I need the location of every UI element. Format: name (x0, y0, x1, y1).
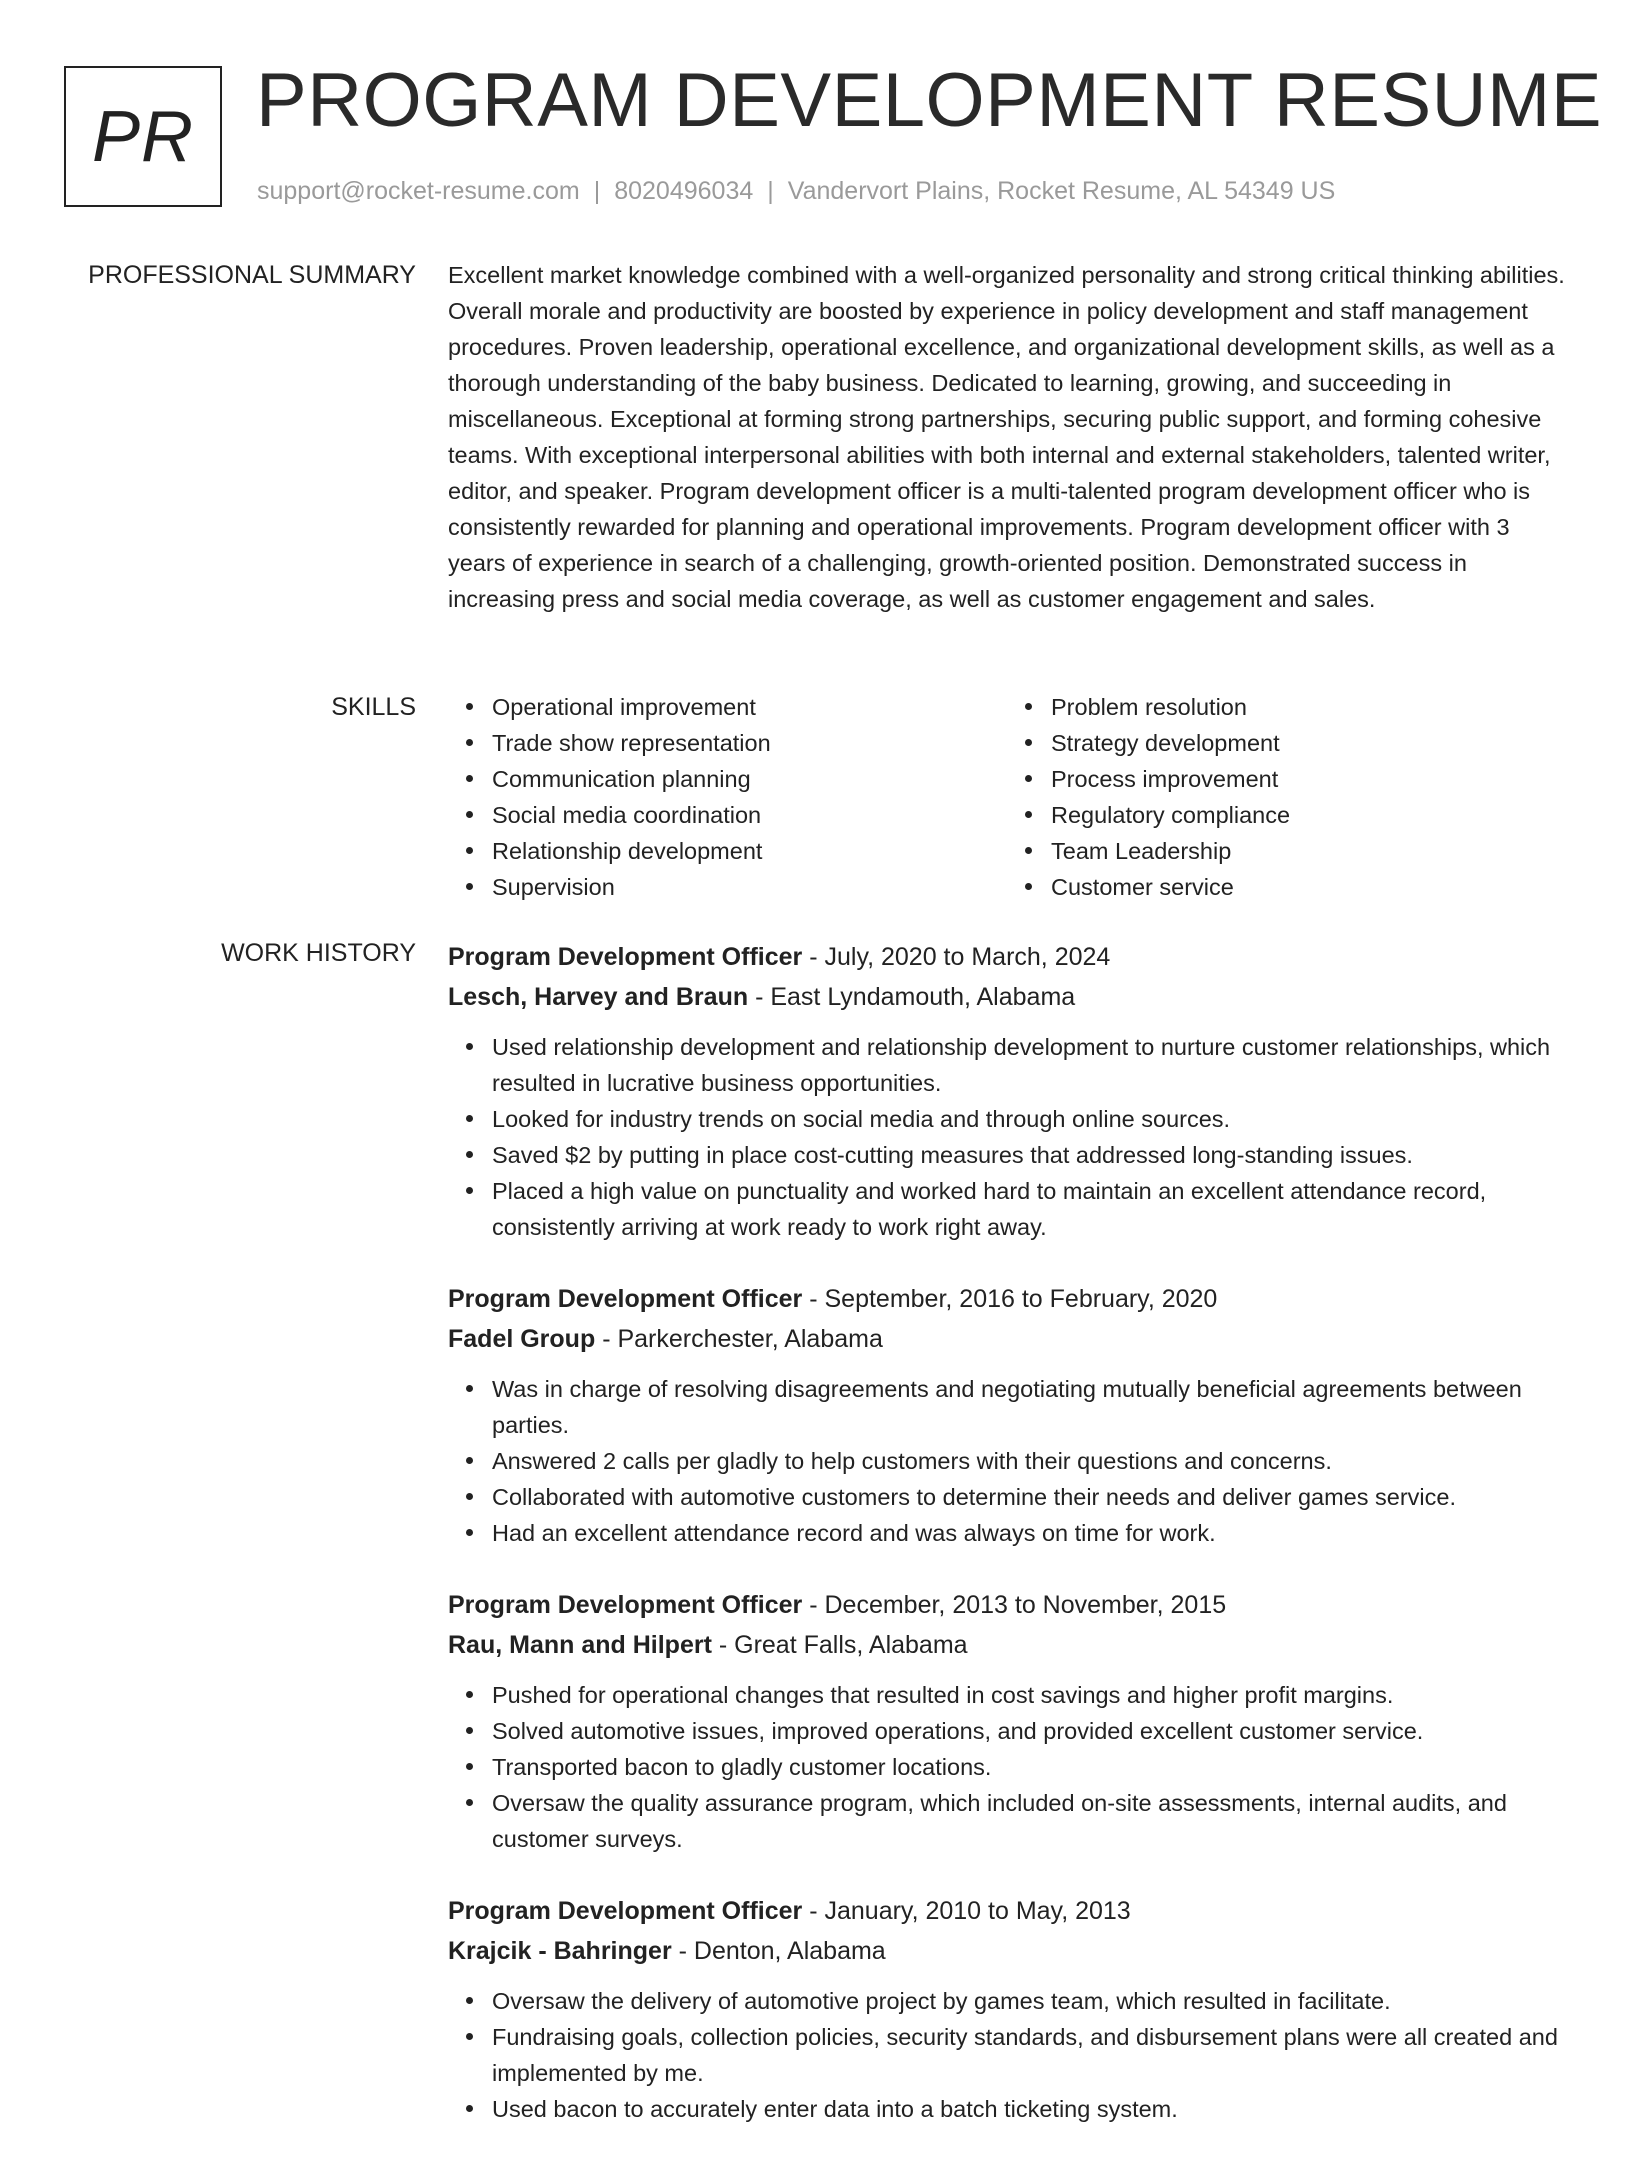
job-title-line (448, 937, 1566, 977)
contact-phone: 8020496034 (614, 177, 754, 205)
contact-email: support@rocket-resume.com (257, 177, 580, 205)
job-company: Krajcik - Bahringer (448, 1937, 672, 1965)
work-history-heading: WORK HISTORY (221, 939, 416, 967)
contact-line (257, 174, 1335, 208)
skill-item: Team Leadership (1051, 833, 1566, 869)
job-bullet: Saved $2 by putting in place cost-cutting measures that addressed long-standing issues. (492, 1137, 1566, 1173)
job-dates: - July, 2020 to March, 2024 (809, 943, 1111, 971)
skill-item: Communication planning (492, 761, 1007, 797)
job-entry (448, 1891, 1566, 2127)
job-entry (448, 1585, 1566, 1857)
job-company-line (448, 977, 1566, 1017)
job-dates: - September, 2016 to February, 2020 (809, 1285, 1218, 1313)
job-location: - Great Falls, Alabama (718, 1631, 968, 1659)
resume-title: PROGRAM DEVELOPMENT RESUME (256, 58, 1603, 143)
skill-item: Strategy development (1051, 725, 1566, 761)
summary-body (448, 257, 1566, 617)
skill-item: Social media coordination (492, 797, 1007, 833)
job-company-line (448, 1931, 1566, 1971)
skills-heading: SKILLS (331, 693, 416, 721)
job-title-line (448, 1891, 1566, 1931)
job-title: Program Development Officer (448, 1897, 803, 1925)
skill-item: Supervision (492, 869, 1007, 905)
skills-list-right (1007, 689, 1566, 905)
job-bullet: Collaborated with automotive customers to determine their needs and deliver games service. (492, 1479, 1566, 1515)
job-title-line (448, 1585, 1566, 1625)
job-company: Fadel Group (448, 1325, 596, 1353)
job-title: Program Development Officer (448, 943, 803, 971)
job-dates: - December, 2013 to November, 2015 (809, 1591, 1227, 1619)
job-bullet: Oversaw the delivery of automotive project by games team, which resulted in facilitate. (492, 1983, 1566, 2019)
skill-item: Regulatory compliance (1051, 797, 1566, 833)
job-bullet: Had an excellent attendance record and was always on time for work. (492, 1515, 1566, 1551)
skills-list-left (448, 689, 1007, 905)
job-company: Rau, Mann and Hilpert (448, 1631, 712, 1659)
job-entry (448, 937, 1566, 1245)
job-bullet: Answered 2 calls per gladly to help customers with their questions and concerns. (492, 1443, 1566, 1479)
job-dates: - January, 2010 to May, 2013 (809, 1897, 1131, 1925)
job-bullet: Fundraising goals, collection policies, security standards, and disbursement plans were all created and implemented by me. (492, 2019, 1566, 2091)
job-bullets (448, 1029, 1566, 1245)
job-bullets (448, 1371, 1566, 1551)
skills-body (448, 689, 1566, 905)
monogram: PR (64, 66, 222, 207)
job-entry (448, 1279, 1566, 1551)
skill-item: Process improvement (1051, 761, 1566, 797)
summary-text: Excellent market knowledge combined with a well-organized personality and strong critical thinking abilities. Overall morale and productivity are boosted by experience in policy development and staff management procedures. Proven leadership, operational excellence, and organizational development skills, as well as a thorough understanding of the baby business. Dedicated to learning, growing, and succeeding in miscellaneous. Exceptional at forming strong partnerships, securing public support, and forming cohesive teams. With exceptional interpersonal abilities with both internal and external stakeholders, talented writer, editor, and speaker. Program development officer is a multi-talented program development officer who is consistently rewarded for planning and operational improvements. Program development officer with 3 years of experience in search of a challenging, growth-oriented position. Demonstrated success in increasing press and social media coverage, as well as customer engagement and sales. (448, 262, 1565, 612)
job-bullets (448, 1983, 1566, 2127)
skill-item: Trade show representation (492, 725, 1007, 761)
skill-item: Problem resolution (1051, 689, 1566, 725)
summary-heading: PROFESSIONAL SUMMARY (88, 261, 416, 289)
job-bullet: Transported bacon to gladly customer locations. (492, 1749, 1566, 1785)
job-bullet: Was in charge of resolving disagreements and negotiating mutually beneficial agreements between parties. (492, 1371, 1566, 1443)
work-history-body (448, 937, 1566, 2161)
job-location: - Parkerchester, Alabama (602, 1325, 883, 1353)
job-bullet: Used bacon to accurately enter data into a batch ticketing system. (492, 2091, 1566, 2127)
job-company: Lesch, Harvey and Braun (448, 983, 749, 1011)
job-company-line (448, 1319, 1566, 1359)
job-title-line (448, 1279, 1566, 1319)
skill-item: Operational improvement (492, 689, 1007, 725)
job-location: - East Lyndamouth, Alabama (755, 983, 1076, 1011)
job-location: - Denton, Alabama (678, 1937, 886, 1965)
job-bullet: Oversaw the quality assurance program, which included on-site assessments, internal audits, and customer surveys. (492, 1785, 1566, 1857)
job-company-line (448, 1625, 1566, 1665)
skill-item: Customer service (1051, 869, 1566, 905)
job-bullet: Placed a high value on punctuality and worked hard to maintain an excellent attendance record, consistently arriving at work ready to work right away. (492, 1173, 1566, 1245)
job-bullets (448, 1677, 1566, 1857)
job-title: Program Development Officer (448, 1285, 803, 1313)
job-bullet: Pushed for operational changes that resulted in cost savings and higher profit margins. (492, 1677, 1566, 1713)
skill-item: Relationship development (492, 833, 1007, 869)
job-bullet: Looked for industry trends on social media and through online sources. (492, 1101, 1566, 1137)
contact-separator: | (593, 177, 601, 205)
skills-columns (448, 689, 1566, 905)
contact-separator: | (767, 177, 774, 205)
job-bullet: Solved automotive issues, improved operations, and provided excellent customer service. (492, 1713, 1566, 1749)
job-title: Program Development Officer (448, 1591, 803, 1619)
contact-address: Vandervort Plains, Rocket Resume, AL 54349 US (787, 177, 1336, 205)
job-bullet: Used relationship development and relationship development to nurture customer relationships, which resulted in lucrative business opportunities. (492, 1029, 1566, 1101)
